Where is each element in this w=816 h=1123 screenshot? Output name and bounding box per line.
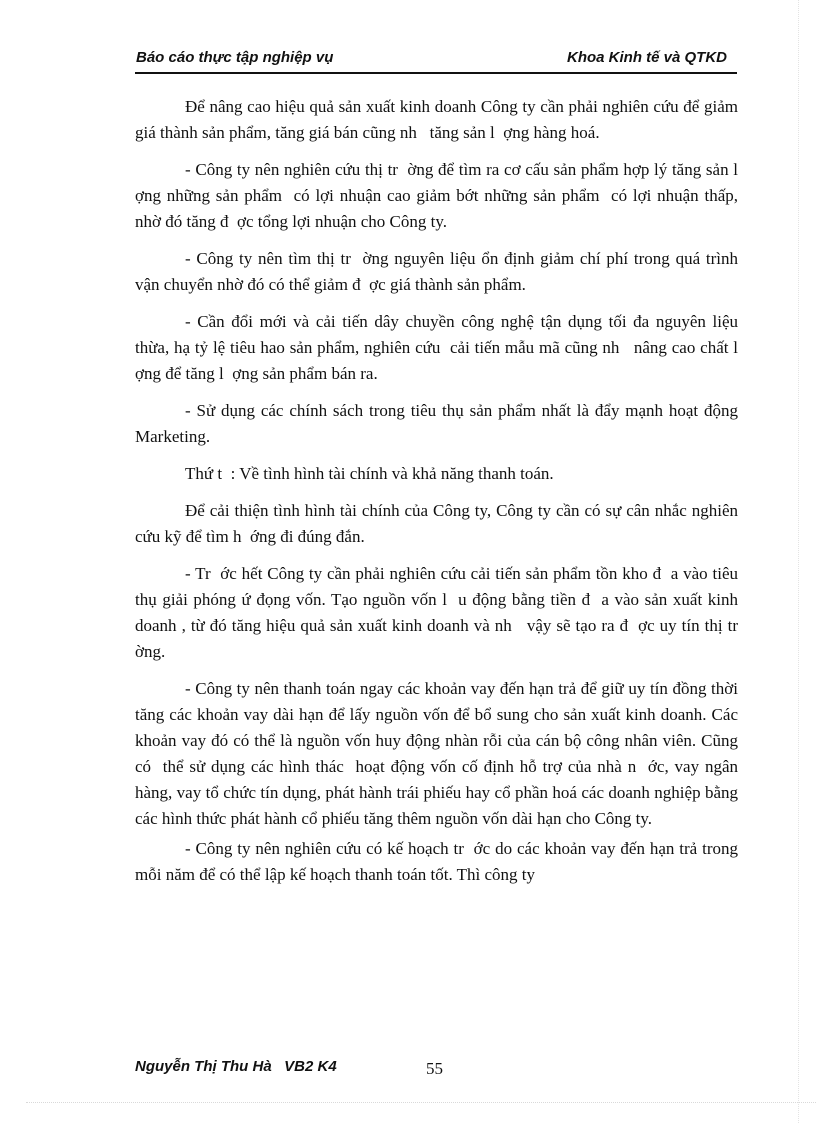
- paragraph: - Tr ớc hết Công ty cần phải nghiên cứu cải tiến sản phẩm tồn kho đ a vào tiêu thụ giải phóng ứ đọng vốn. Tạo nguồn vốn l u động bằng tiền đ a vào sản xuất kinh doanh , từ đó tăng hiệu quả sản xuất kinh doanh và nh vậy sẽ tạo ra đ ợc uy tín thị tr ờng.: [135, 564, 747, 661]
- page-footer: [135, 1058, 737, 1082]
- paragraph: - Công ty nên tìm thị tr ờng nguyên liệu ổn định giảm chí phí trong quá trình vận chuyển nhờ đó có thể giảm đ ợc giá thành sản phẩm.: [135, 249, 743, 294]
- paragraph: - Công ty nên nghiên cứu có kế hoạch tr ớc do các khoản vay đến hạn trả trong mỗi năm để có thể lập kế hoạch thanh toán tốt. Thì công ty: [135, 839, 743, 884]
- page-header: [135, 46, 737, 74]
- body-text: [135, 94, 747, 899]
- section-heading: Thứ t : Về tình hình tài chính và khả năng thanh toán.: [185, 464, 554, 483]
- header-faculty-name: Khoa Kinh tế và QTKD: [566, 49, 727, 66]
- page-right-edge: [798, 0, 799, 1123]
- page-number: 55: [426, 1059, 443, 1078]
- paragraph: - Công ty nên nghiên cứu thị tr ờng để tìm ra cơ cấu sản phẩm hợp lý tăng sản l ợng những sản phẩm có lợi nhuận cao giảm bớt những sản phẩm có lợi nhuận thấp, nhờ đó tăng đ ợc tổng lợi nhuận cho Công ty.: [135, 160, 747, 231]
- paragraph: - Cần đổi mới và cải tiến dây chuyền công nghệ tận dụng tối đa nguyên liệu thừa, hạ tỷ lệ tiêu hao sản phẩm, nghiên cứu cải tiến mẫu mã cũng nh nâng cao chất l ợng để tăng l ợng sản phẩm bán ra.: [135, 312, 747, 383]
- paragraph: - Sử dụng các chính sách trong tiêu thụ sản phẩm nhất là đẩy mạnh hoạt động Marketing.: [135, 401, 743, 446]
- page-bottom-edge: [26, 1102, 816, 1103]
- paragraph: Để cải thiện tình hình tài chính của Công ty, Công ty cần có sự cân nhắc nghiên cứu kỹ để tìm h ớng đi đúng đắn.: [135, 501, 743, 546]
- header-report-title: Báo cáo thực tập nghiệp vụ: [136, 49, 334, 66]
- paragraph: - Công ty nên thanh toán ngay các khoản vay đến hạn trả để giữ uy tín đồng thời tăng các khoản vay dài hạn để lấy nguồn vốn để bổ sung cho sản xuất kinh doanh. Các khoản vay đó có thể là nguồn vốn huy động nhàn rỗi của cán bộ công nhân viên. Cũng có thể sử dụng các hình thác hoạt động vốn cố định hỗ trợ của nhà n ớc, vay ngân hàng, vay tổ chức tín dụng, phát hành trái phiếu hay cổ phần hoá các doanh nghiệp bằng các hình thức phát hành cổ phiếu tăng thêm nguồn vốn dài hạn cho Công ty.: [135, 679, 743, 828]
- paragraph: Để nâng cao hiệu quả sản xuất kinh doanh Công ty cần phải nghiên cứu để giảm giá thành sản phẩm, tăng giá bán cũng nh tăng sản l ợng hàng hoá.: [135, 97, 743, 142]
- footer-author: Nguyễn Thị Thu Hà VB2 K4: [135, 1058, 337, 1075]
